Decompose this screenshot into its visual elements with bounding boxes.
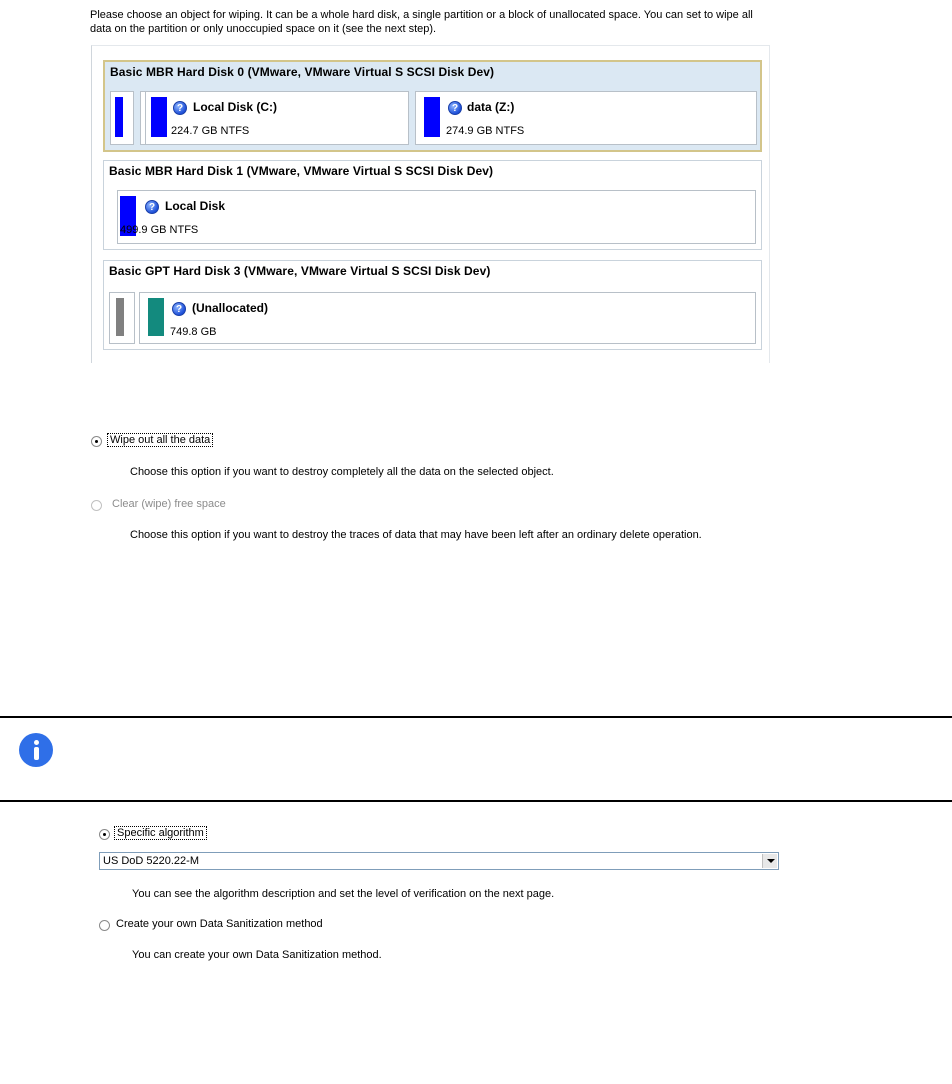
disk-1[interactable]	[103, 160, 762, 250]
disk-1-title: Basic MBR Hard Disk 1 (VMware, VMware Virtual S SCSI Disk Dev)	[109, 164, 494, 178]
help-icon: ?	[448, 101, 462, 115]
algorithm-description: You can see the algorithm description and set the level of verification on the next page.	[132, 888, 555, 900]
clear-free-space-description: Choose this option if you want to destroy the traces of data that may have been left after an ordinary delete operation.	[130, 529, 702, 541]
create-own-method-label[interactable]: Create your own Data Sanitization method	[116, 918, 323, 930]
disk-0-system-bar	[115, 97, 123, 137]
note-bottom-rule	[0, 800, 952, 802]
wipe-all-label[interactable]	[107, 434, 213, 446]
specific-algorithm-label[interactable]	[114, 827, 207, 839]
partition-z-size: 274.9 GB NTFS	[446, 125, 525, 137]
partition-local-disk-name: Local Disk	[165, 199, 226, 213]
note-top-rule	[0, 716, 952, 718]
partition-local-disk-size: 499.9 GB NTFS	[120, 224, 199, 236]
disk-0-system-strip[interactable]	[110, 91, 134, 145]
specific-algorithm-radio[interactable]	[99, 829, 110, 840]
create-own-method-description: You can create your own Data Sanitization method.	[132, 949, 382, 961]
disk-3-reserved-bar	[116, 298, 124, 336]
help-icon: ?	[173, 101, 187, 115]
partition-z-bar	[424, 97, 440, 137]
create-own-method-radio[interactable]	[99, 920, 110, 931]
partition-unallocated-bar	[148, 298, 164, 336]
wipe-all-label-text: Wipe out all the data	[107, 433, 213, 447]
info-icon	[19, 733, 53, 767]
partition-c[interactable]	[140, 91, 409, 145]
partition-z[interactable]	[415, 91, 757, 145]
clear-free-space-radio[interactable]	[91, 500, 102, 511]
algorithm-select-value: US DoD 5220.22-M	[103, 855, 199, 867]
partition-unallocated[interactable]	[139, 292, 756, 344]
partition-local-disk[interactable]	[117, 190, 756, 244]
chevron-down-icon[interactable]	[762, 854, 777, 868]
disk-3-title: Basic GPT Hard Disk 3 (VMware, VMware Virtual S SCSI Disk Dev)	[109, 264, 491, 278]
disk-0-title: Basic MBR Hard Disk 0 (VMware, VMware Virtual S SCSI Disk Dev)	[110, 65, 495, 79]
disk-0[interactable]	[103, 60, 762, 152]
algorithm-select[interactable]	[99, 852, 779, 870]
wipe-all-radio[interactable]	[91, 436, 102, 447]
help-icon: ?	[145, 200, 159, 214]
specific-algorithm-label-text: Specific algorithm	[114, 826, 207, 840]
disk-map-panel	[91, 45, 770, 363]
partition-c-edge	[141, 92, 146, 144]
disk-3[interactable]	[103, 260, 762, 350]
clear-free-space-label[interactable]: Clear (wipe) free space	[112, 498, 226, 510]
intro-text: Please choose an object for wiping. It can be a whole hard disk, a single partition or a block of unallocated space. You can set to wipe all data on the partition or only unoccupied space on it (see the next step).	[90, 9, 753, 35]
disk-3-reserved-strip[interactable]	[109, 292, 135, 344]
partition-z-name: data (Z:)	[467, 100, 515, 114]
partition-c-bar	[151, 97, 167, 137]
partition-c-size: 224.7 GB NTFS	[171, 125, 250, 137]
wipe-all-description: Choose this option if you want to destroy completely all the data on the selected object.	[130, 466, 554, 478]
help-icon: ?	[172, 302, 186, 316]
partition-c-name: Local Disk (C:)	[193, 100, 278, 114]
partition-unallocated-name: (Unallocated)	[192, 301, 269, 315]
partition-unallocated-size: 749.8 GB	[170, 326, 217, 338]
